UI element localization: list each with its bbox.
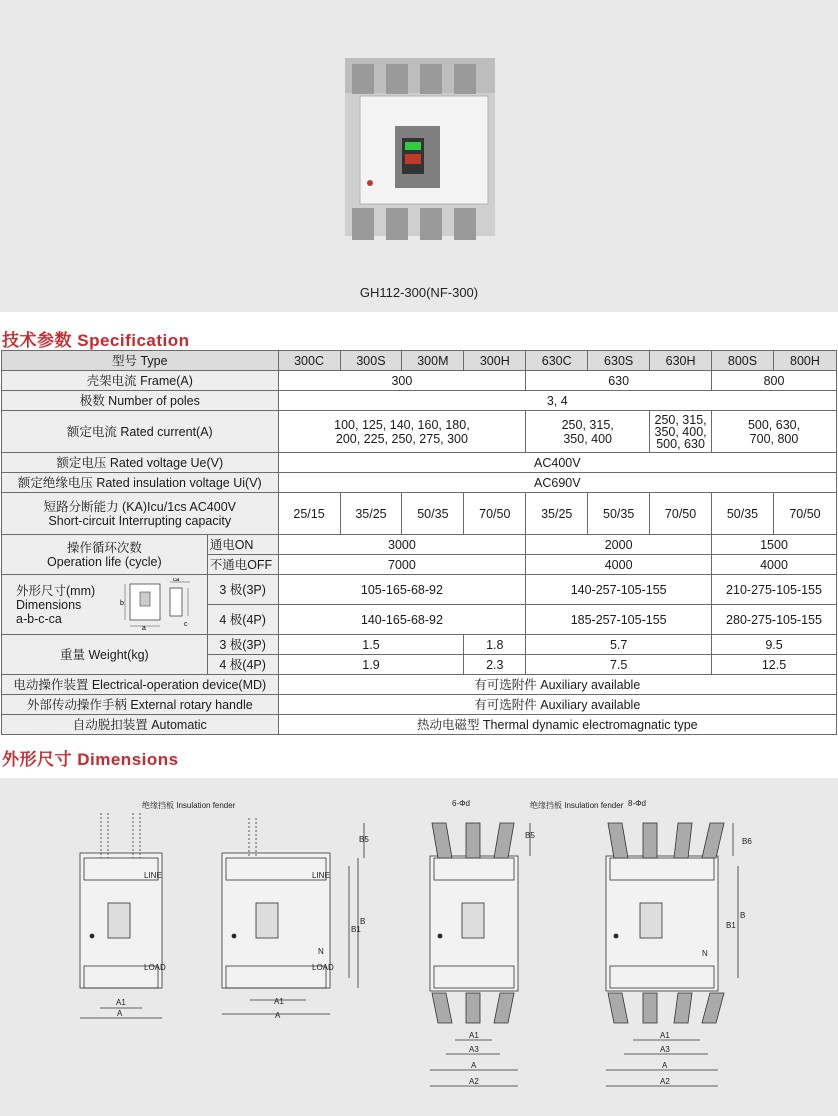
frame-label: 壳架电流 Frame(A)	[2, 371, 279, 391]
rated-current-line: 250, 315,	[654, 412, 707, 427]
poles-row	[2, 391, 837, 411]
weight-cell: 12.5	[712, 655, 837, 675]
short-circuit-label	[2, 493, 279, 535]
drawing-4p	[222, 818, 358, 1014]
dim-a2: A2	[660, 1077, 670, 1086]
spec-title	[2, 326, 190, 351]
dim-b1: B1	[351, 925, 361, 934]
auto-cell: 热动电磁型 Thermal dynamic electromagnatic type	[278, 715, 836, 735]
md-row	[2, 675, 837, 695]
weight-cell: 1.9	[278, 655, 464, 675]
rated-current-line: 250, 315,	[561, 417, 614, 432]
rated-current-line: 700, 800	[749, 431, 799, 446]
short-cell: 25/15	[278, 493, 340, 535]
voltage-label: 额定电压 Rated voltage Ue(V)	[2, 453, 279, 473]
rated-current-line: 350, 400	[563, 431, 613, 446]
dim-label-line: a-b-c-ca	[16, 611, 62, 626]
pole3-label: 3 极(3P)	[207, 635, 278, 655]
fender-label-1: 绝缘挡板 Insulation fender	[142, 801, 236, 810]
sketch-a: a	[142, 625, 146, 630]
sketch-c: c	[184, 621, 188, 628]
dim-3p-row	[2, 575, 837, 605]
type-cell: 300C	[278, 351, 340, 371]
short-label-line: 短路分断能力 (KA)Icu/1cs AC400V	[43, 499, 236, 514]
dim-3p-cell: 105-165-68-92	[278, 575, 526, 605]
rated-current-line: 100, 125, 140, 160, 180,	[334, 417, 470, 432]
hole-label-6: 6-Φd	[452, 799, 470, 808]
dim-a1: A1	[116, 998, 126, 1007]
dim-b5: B5	[525, 831, 535, 840]
type-cell: 630S	[588, 351, 650, 371]
op-label-line: 操作循环次数	[66, 540, 142, 555]
load-label: LOAD	[312, 963, 334, 972]
short-cell: 35/25	[526, 493, 588, 535]
breaker-photo	[340, 58, 500, 253]
weight-cell: 5.7	[526, 635, 712, 655]
dim-a3: A3	[469, 1045, 479, 1054]
op-on-cell: 1500	[712, 535, 837, 555]
product-caption: GH112-300(NF-300)	[359, 285, 479, 300]
dim-a: A	[117, 1009, 123, 1018]
drawing-3p	[80, 813, 162, 1018]
short-cell: 50/35	[588, 493, 650, 535]
fender-label-2: 绝缘挡板 Insulation fender	[530, 801, 624, 810]
rated-current-line: 200, 225, 250, 275, 300	[335, 431, 468, 446]
short-cell: 50/35	[712, 493, 774, 535]
dim-a3: A3	[660, 1045, 670, 1054]
dim-a1: A1	[274, 997, 284, 1006]
md-label: 电动操作装置 Electrical-operation device(MD)	[2, 675, 279, 695]
rated-current-row	[2, 411, 837, 453]
short-cell: 35/25	[340, 493, 402, 535]
hole-label-8: 8-Φd	[628, 799, 646, 808]
sketch-b: b	[120, 600, 124, 607]
weight-label: 重量 Weight(kg)	[2, 635, 208, 675]
rated-current-630	[526, 411, 650, 453]
type-cell: 800H	[773, 351, 836, 371]
dim-a: A	[662, 1061, 668, 1070]
op-on-row	[2, 535, 837, 555]
weight-cell: 7.5	[526, 655, 712, 675]
weight-cell: 2.3	[464, 655, 526, 675]
spec-table	[1, 350, 837, 735]
drawing-4p-busbar	[606, 823, 738, 1086]
line-label: LINE	[312, 871, 330, 880]
dim-3p-cell: 210-275-105-155	[712, 575, 837, 605]
load-label: LOAD	[144, 963, 166, 972]
dim-4p-cell: 185-257-105-155	[526, 605, 712, 635]
short-cell: 50/35	[402, 493, 464, 535]
weight-cell: 1.5	[278, 635, 464, 655]
short-cell: 70/50	[464, 493, 526, 535]
dim-a1: A1	[660, 1031, 670, 1040]
spec-title-cn: 技术参数	[2, 331, 72, 350]
ext-cell: 有可选附件 Auxiliary available	[278, 695, 836, 715]
spec-title-en: Specification	[77, 331, 190, 350]
insulation-cell: AC690V	[278, 473, 836, 493]
dim-b5: B5	[359, 835, 369, 844]
op-off-cell: 7000	[278, 555, 526, 575]
insulation-label: 额定绝缘电压 Rated insulation voltage Ui(V)	[2, 473, 279, 493]
frame-cell: 630	[526, 371, 712, 391]
dim-label	[2, 575, 208, 635]
rated-current-630h	[650, 411, 712, 453]
type-cell: 300H	[464, 351, 526, 371]
op-off-cell: 4000	[526, 555, 712, 575]
dim-b6: B6	[742, 837, 752, 846]
op-on-cell: 3000	[278, 535, 526, 555]
pole4-label: 4 极(4P)	[207, 655, 278, 675]
weight-3p-row	[2, 635, 837, 655]
dim-a2: A2	[469, 1077, 479, 1086]
type-cell: 300S	[340, 351, 402, 371]
dim-4p-cell: 280-275-105-155	[712, 605, 837, 635]
type-cell: 630H	[650, 351, 712, 371]
dim-a: A	[471, 1061, 477, 1070]
op-off-label: 不通电OFF	[207, 555, 278, 575]
short-cell: 70/50	[650, 493, 712, 535]
type-row	[2, 351, 837, 371]
op-on-cell: 2000	[526, 535, 712, 555]
dim-label-line: Dimensions	[16, 597, 82, 612]
dim-3p-cell: 140-257-105-155	[526, 575, 712, 605]
op-on-label: 通电ON	[207, 535, 278, 555]
insulation-row	[2, 473, 837, 493]
weight-cell: 9.5	[712, 635, 837, 655]
dimension-sketch	[120, 578, 194, 630]
dim-b: B	[360, 917, 366, 926]
frame-cell: 800	[712, 371, 837, 391]
pole4-label: 4 极(4P)	[207, 605, 278, 635]
type-cell: 800S	[712, 351, 774, 371]
weight-cell: 1.8	[464, 635, 526, 655]
frame-row	[2, 371, 837, 391]
rated-current-800	[712, 411, 837, 453]
dimension-drawings	[0, 778, 838, 1116]
dim-a1: A1	[469, 1031, 479, 1040]
dim-b: B	[740, 911, 746, 920]
poles-cell: 3, 4	[278, 391, 836, 411]
ext-row	[2, 695, 837, 715]
auto-label: 自动脱扣装置 Automatic	[2, 715, 279, 735]
dims-title-cn: 外形尺寸	[2, 750, 72, 769]
op-life-label	[2, 535, 208, 575]
auto-row	[2, 715, 837, 735]
voltage-row	[2, 453, 837, 473]
neutral-label: N	[702, 949, 708, 958]
rated-current-line: 500, 630	[656, 436, 705, 451]
rated-current-line: 350, 400,	[654, 424, 707, 439]
sketch-ca: ca	[173, 578, 180, 583]
poles-label: 极数 Number of poles	[2, 391, 279, 411]
type-cell: 630C	[526, 351, 588, 371]
md-cell: 有可选附件 Auxiliary available	[278, 675, 836, 695]
pole3-label: 3 极(3P)	[207, 575, 278, 605]
short-label-line: Short-circuit Interrupting capacity	[48, 513, 232, 528]
short-circuit-row	[2, 493, 837, 535]
rated-current-line: 500, 630,	[747, 417, 801, 432]
op-label-line: Operation life (cycle)	[47, 554, 162, 569]
product-panel	[0, 0, 838, 312]
dim-a: A	[275, 1011, 281, 1020]
frame-cell: 300	[278, 371, 526, 391]
dim-label-line: 外形尺寸(mm)	[16, 583, 96, 598]
neutral-label: N	[318, 947, 324, 956]
ext-label: 外部传动操作手柄 External rotary handle	[2, 695, 279, 715]
dims-title	[2, 745, 179, 770]
short-cell: 70/50	[773, 493, 836, 535]
drawings-svg	[0, 778, 838, 1116]
dims-title-en: Dimensions	[77, 750, 179, 769]
type-cell: 300M	[402, 351, 464, 371]
op-off-cell: 4000	[712, 555, 837, 575]
type-label: 型号 Type	[2, 351, 279, 371]
voltage-cell: AC400V	[278, 453, 836, 473]
line-label: LINE	[144, 871, 162, 880]
rated-current-label: 额定电流 Rated current(A)	[2, 411, 279, 453]
rated-current-300	[278, 411, 526, 453]
dim-b1: B1	[726, 921, 736, 930]
dim-4p-cell: 140-165-68-92	[278, 605, 526, 635]
